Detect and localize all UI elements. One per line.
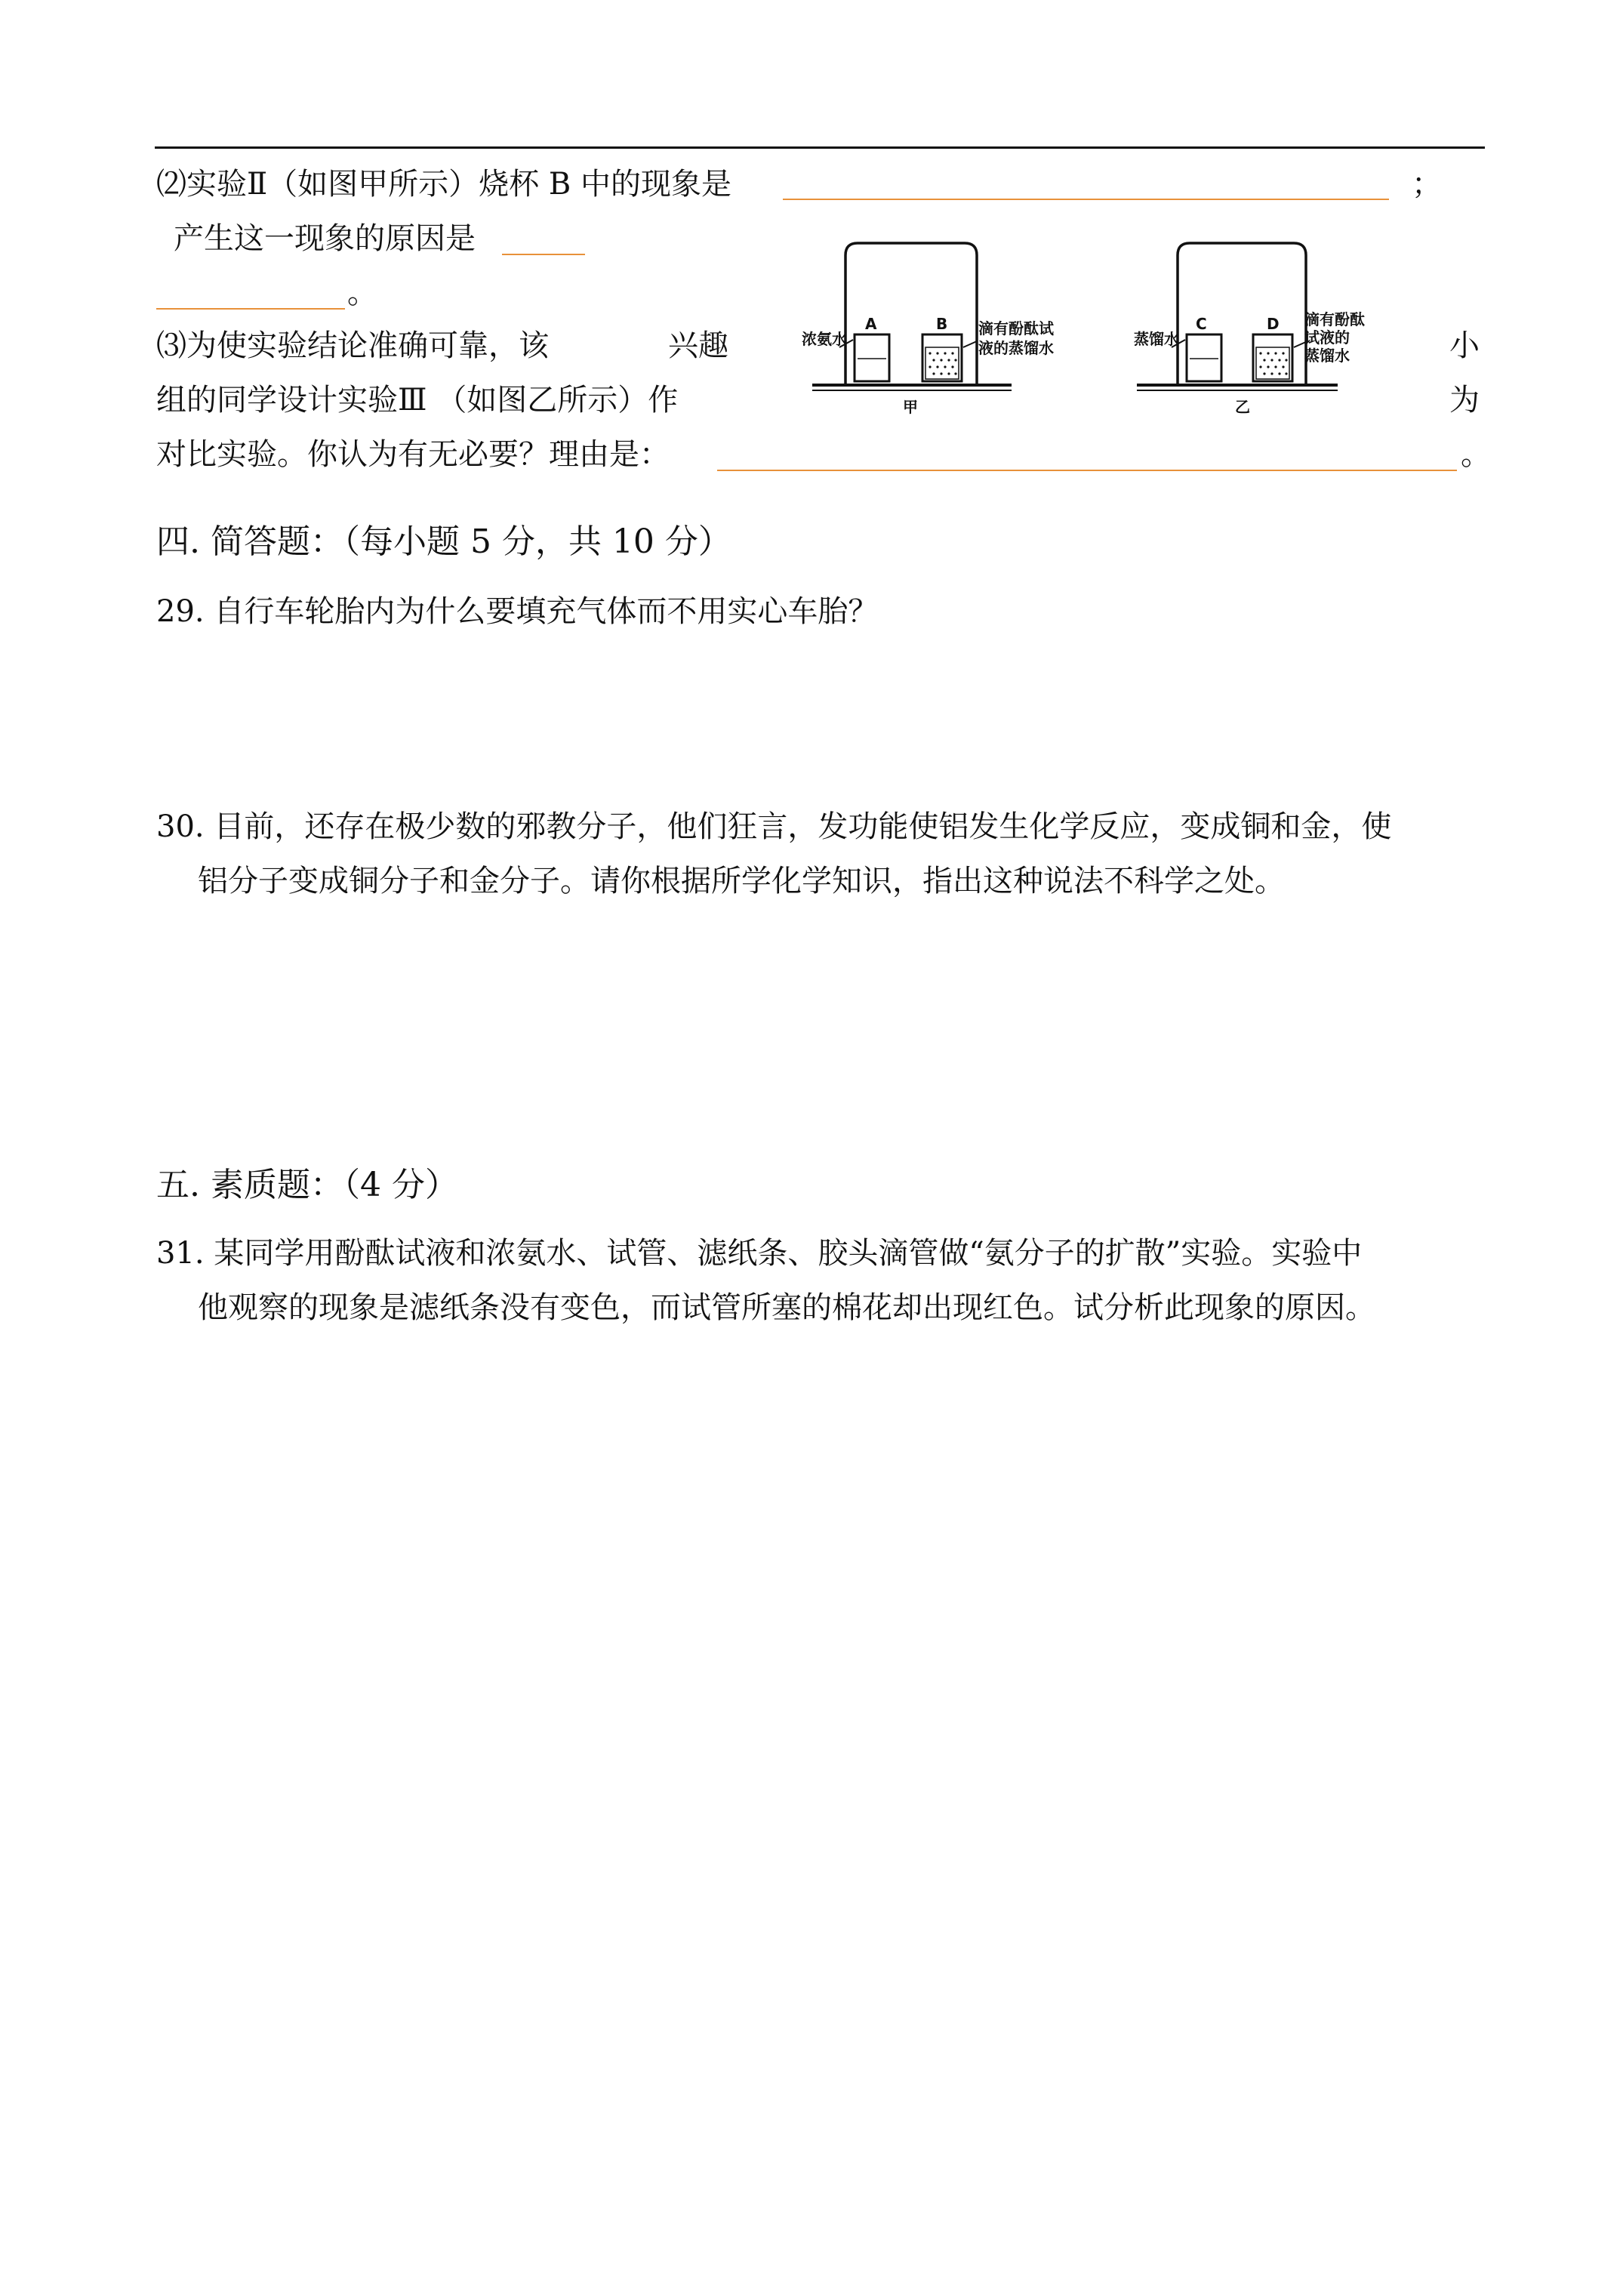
q28-part2-text: ⑵实验Ⅱ（如图甲所示）烧杯 B 中的现象是: [156, 167, 732, 202]
q28-part3-line1-c: 小: [1449, 328, 1480, 363]
section4-heading: 四. 简答题：（每小题 5 分，共 10 分）: [156, 522, 731, 561]
label-beaker-b: B: [936, 315, 948, 333]
label-distilled-water: 蒸馏水: [1134, 330, 1179, 348]
q31-line1: 31. 某同学用酚酞试液和浓氨水、试管、滤纸条、胶头滴管做“氨分子的扩散”实验。实验中: [156, 1236, 1363, 1271]
q29-text: 29. 自行车轮胎内为什么要填充气体而不用实心车胎？: [156, 594, 879, 629]
label-phenolphthalein-water-2: 液的蒸馏水: [978, 339, 1054, 357]
label-yi-right-1: 滴有酚酞: [1304, 310, 1365, 328]
q28-reason-blank-2[interactable]: [156, 308, 345, 310]
q28-part2-answer-blank[interactable]: [783, 199, 1389, 200]
label-beaker-c: C: [1196, 315, 1207, 333]
apparatus-jia: [802, 243, 1055, 416]
q30-line2: 铝分子变成铜分子和金分子。请你根据所学化学知识，指出这种说法不科学之处。: [198, 864, 1285, 898]
large-inverted-beaker: [845, 243, 977, 384]
caption-yi: 乙: [1235, 398, 1250, 416]
q28-part3-line1-a: ⑶为使实验结论准确可靠，该: [156, 328, 549, 363]
label-beaker-d: D: [1267, 315, 1280, 333]
q28-reason-blank-1[interactable]: [502, 254, 585, 255]
q28-part3-line2-b: 为: [1449, 383, 1480, 418]
label-yi-right-3: 蒸馏水: [1304, 347, 1350, 365]
label-concentrated-ammonia: 浓氨水: [802, 330, 847, 348]
q31-line2: 他观察的现象是滤纸条没有变色，而试管所塞的棉花却出现红色。试分析此现象的原因。: [198, 1290, 1375, 1325]
q28-part3-line2-a: 组的同学设计实验Ⅲ （如图乙所示）作: [156, 383, 679, 418]
beaker-a: [855, 334, 889, 381]
experiment-figure: [800, 234, 1365, 417]
q28-part3-line3: 对比实验。你认为有无必要？理由是：: [156, 437, 670, 472]
section5-heading: 五. 素质题：（4 分）: [156, 1166, 458, 1204]
q28-reason-end: 。: [347, 276, 377, 310]
label-beaker-a: A: [865, 315, 877, 333]
large-inverted-beaker-2: [1178, 243, 1306, 384]
label-yi-right-2: 试液的: [1304, 328, 1350, 347]
q28-part2-reason: 产生这一现象的原因是: [174, 221, 476, 256]
apparatus-yi: [1134, 243, 1365, 416]
q28-part2-end: ；: [1412, 167, 1442, 202]
q30-line1: 30. 目前，还存在极少数的邪教分子，他们狂言，发功能使铝发生化学反应，变成铜和金，使: [156, 809, 1392, 844]
q28-part3-line1-b: 兴趣: [668, 328, 728, 363]
beaker-c: [1187, 334, 1221, 381]
caption-jia: 甲: [903, 398, 918, 416]
header-rule: [155, 146, 1485, 149]
label-phenolphthalein-water-1: 滴有酚酞试: [978, 319, 1054, 337]
q28-part3-end: 。: [1461, 437, 1491, 472]
q28-part3-answer-blank[interactable]: [717, 470, 1457, 471]
